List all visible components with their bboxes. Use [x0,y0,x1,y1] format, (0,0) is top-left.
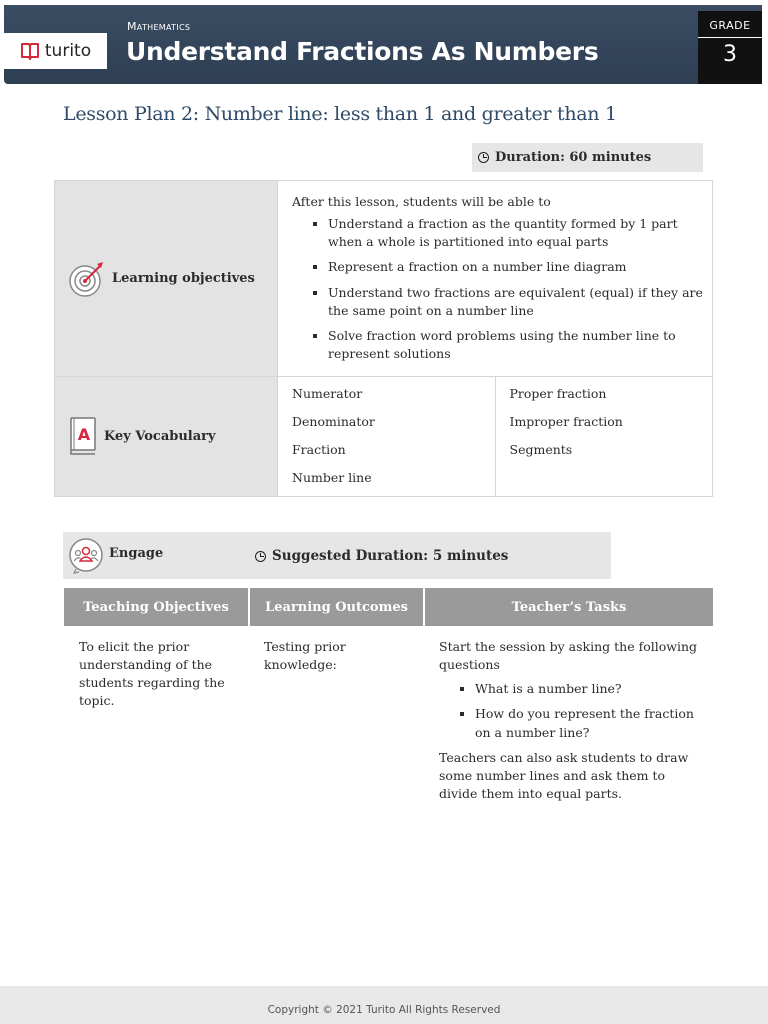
lesson-info-table [54,180,713,497]
vocabulary-book-icon [68,416,98,456]
duration-text: Duration: 60 minutes [495,150,652,165]
list-item: ▪ Understand two fractions are equivalent (equal) if they are the same point on a number line [328,284,704,320]
turito-logo[interactable] [4,33,107,69]
objectives-label: Learning objectives [112,271,255,286]
task-outro: Teachers can also ask students to draw some number lines and ask them to divide them into equal parts. [439,749,689,801]
copyright-text: Copyright © 2021 Turito All Rights Reserved [267,1004,501,1016]
logo-text: turito [44,41,92,61]
grade-number: 3 [723,42,737,67]
engage-task-table [64,588,713,809]
svg-text:A: A [77,425,91,445]
clock-icon [478,152,489,163]
table-row [64,626,713,809]
column-header: Teacher’s Tasks [424,588,713,626]
vocabulary-side [55,377,278,497]
vocabulary-col-2 [495,377,713,497]
list-item: ▪ Represent a fraction on a number line diagram [328,258,704,276]
engage-bar [63,532,611,579]
vocabulary-label: Key Vocabulary [104,428,216,444]
list-item: ▪ How do you represent the fraction on a number line? [475,705,701,741]
vocabulary-col-1 [278,377,496,497]
grade-badge [698,11,762,84]
clock-icon [255,551,266,562]
teaching-objective-cell: To elicit the prior understanding of the students regarding the topic. [79,639,225,709]
column-header: Learning Outcomes [249,588,424,626]
column-header: Teaching Objectives [64,588,249,626]
vocab-term: Segments [509,442,573,458]
vocab-term: Number line [292,470,372,486]
engage-duration [255,548,508,564]
subject-label: Mathematics [127,20,191,33]
objectives-list [292,215,704,363]
group-icon [68,537,104,575]
vocab-term: Fraction [292,442,346,458]
task-intro: Start the session by asking the following questions [439,639,698,673]
vocab-term: Numerator [292,386,363,401]
vocab-term: Proper fraction [509,386,607,401]
teacher-tasks-cell [424,626,713,809]
objectives-side [55,181,278,377]
list-item: ▪ What is a number line? [475,680,701,698]
grade-label: GRADE [709,19,751,32]
vocab-term: Improper fraction [509,414,623,430]
task-questions-list [439,680,701,741]
engage-label: Engage [109,546,164,561]
learning-outcome-cell: Testing prior knowledge: [264,639,346,673]
book-icon [20,42,40,60]
duration-box [472,143,703,172]
list-item: ▪ Understand a fraction as the quantity formed by 1 part when a whole is partitioned into equal parts [328,215,704,251]
engage-duration-text: Suggested Duration: 5 minutes [272,548,509,564]
page-title: Understand Fractions As Numbers [126,37,599,66]
objectives-intro: After this lesson, students will be able to [292,194,551,209]
list-item: ▪ Solve fraction word problems using the number line to represent solutions [328,327,704,363]
target-icon [68,260,106,298]
table-header-row [64,588,713,626]
vocab-term: Denominator [292,414,375,430]
vocabulary-row [55,377,713,497]
page-footer [0,986,768,1024]
objectives-content [278,181,713,377]
objectives-row [55,181,713,377]
grade-divider [698,37,762,38]
lesson-title: Lesson Plan 2: Number line: less than 1 and greater than 1 [63,103,617,125]
page-header [4,5,762,84]
